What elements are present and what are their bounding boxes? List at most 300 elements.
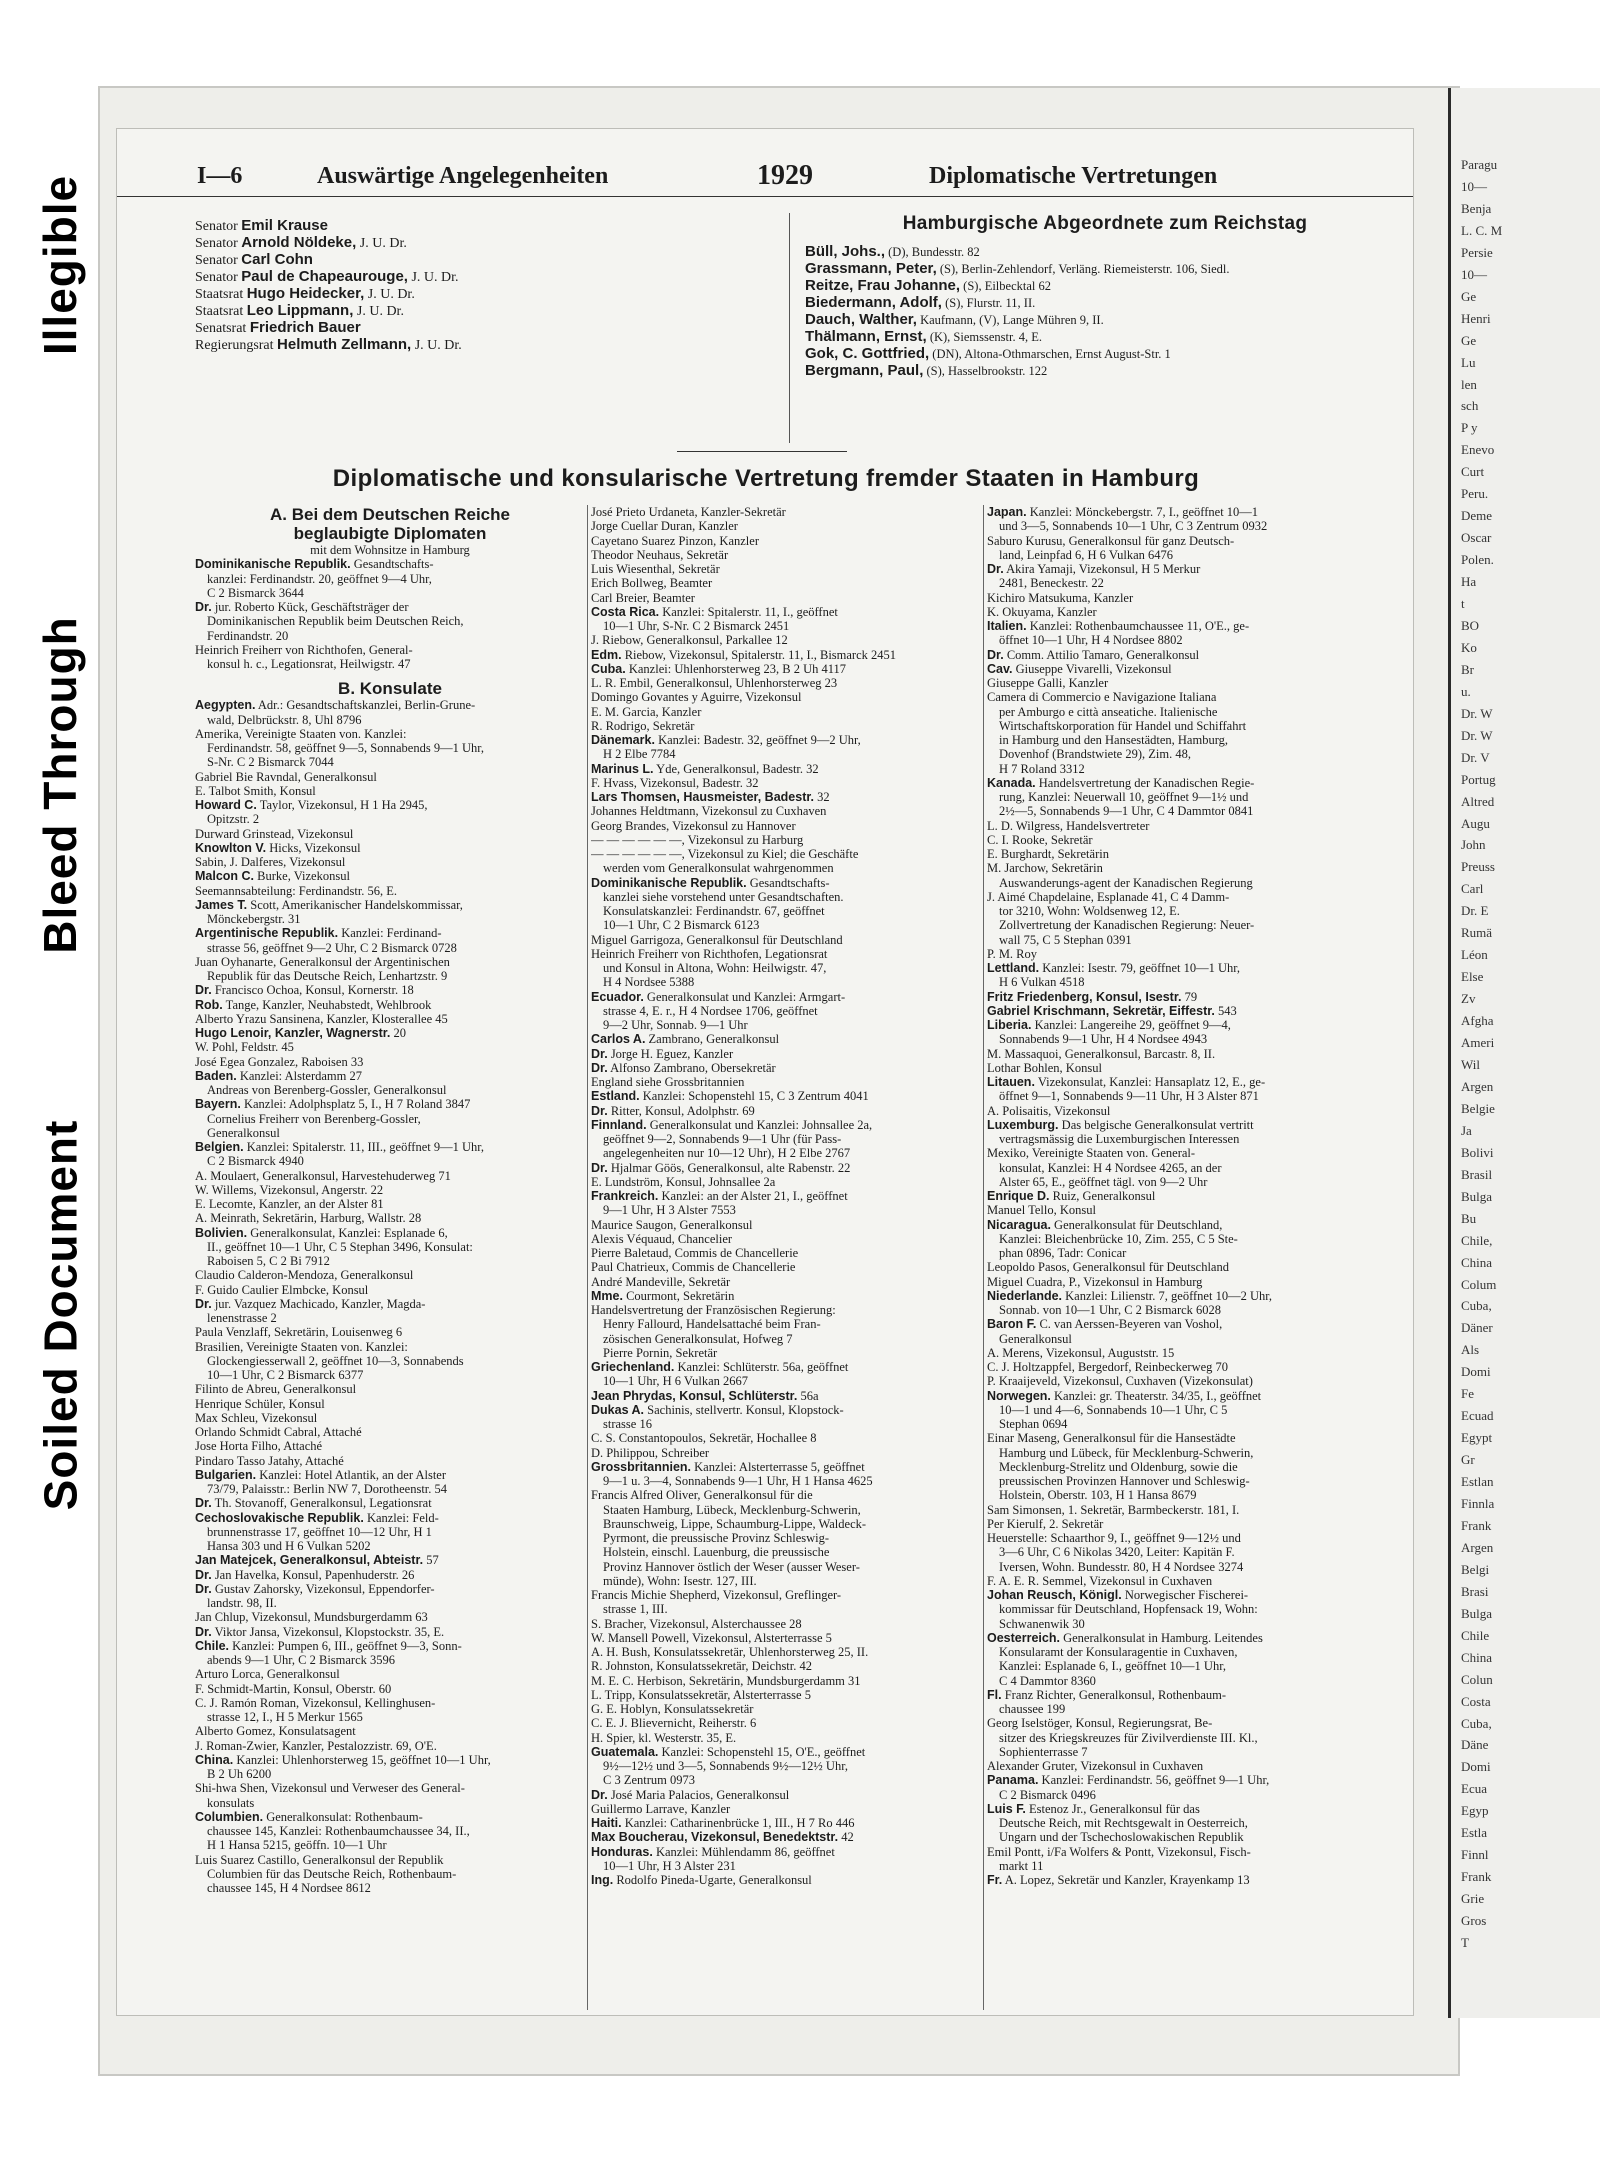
adjacent-page-fragment: u. [1461,683,1471,699]
entry-continuation: Opitzstr. 2 [207,812,260,827]
member-info: (D), Bundesstr. 82 [888,245,980,259]
entry-line: Miguel Garrigoza, Generalkonsul für Deutschland [591,932,843,947]
entry-continuation: vertragsmässig die Luxemburgischen Interessen [999,1132,1240,1146]
country-name: Ecuador. [591,989,644,1004]
entry-line: Aegypten. Adr.: Gesandtschaftskanzlei, Berlin-Grune- [195,698,476,713]
running-head-left: Auswärtige Angelegenheiten [317,163,609,189]
entry-continuation: Auswanderungs-agent der Kanadischen Regierung [999,875,1253,890]
adjacent-page-fragment: Ecuad [1461,1408,1494,1424]
entry-line: W. Willems, Vizekonsul, Angerstr. 22 [195,1182,384,1197]
entry-continuation: werden vom Generalkonsulat wahrgenommen [603,861,834,876]
entry-continuation: Raboisen 5, C 2 Bi 7912 [207,1254,330,1268]
senator-title: Staatsrat [195,287,244,302]
entry-line: Lothar Bohlen, Konsul [987,1060,1102,1075]
entry-line: Kichiro Matsukuma, Kanzler [987,590,1134,605]
entry-continuation: Braunschweig, Lippe, Schaumburg-Lippe, Waldeck- [603,1516,867,1531]
adjacent-page-fragment: Afgha [1461,1013,1494,1029]
country-name: Knowlton V. [195,840,267,855]
adjacent-page-fragment: Belgie [1461,1100,1495,1116]
entry-continuation: Deutsche Reich, mit Rechtsgewalt in Oesterreich, [999,1816,1248,1830]
member-info: (S), Eilbecktal 62 [963,279,1051,293]
page-number: I—6 [197,163,243,189]
entry-line: C. J. Holtzappfel, Bergedorf, Reinbeckerweg 70 [987,1360,1229,1374]
entry-line: Henrique Schüler, Konsul [195,1396,325,1411]
main-heading: Diplomatische und konsularische Vertretung fremder Staaten in Hamburg [332,465,1200,492]
entry-line: Oesterreich. Generalkonsulat in Hamburg. Leitendes [987,1630,1263,1645]
column-divider [983,505,984,2010]
senator-suffix: J. U. Dr. [359,236,407,251]
entry-continuation: Iversen, Wohn. Bundesstr. 80, H 4 Nordsee 3274 [999,1559,1244,1574]
entry-line: Francis Alfred Oliver, Generalkonsul für die [591,1488,813,1503]
entry-line: Sam Simonsen, 1. Sekretär, Barmbeckerstr. 181, I. [987,1502,1240,1517]
entry-line: — — — — — —, Vizekonsul zu Kiel; die Geschäfte [591,847,859,861]
entry-line: Mme. Courmont, Sekretärin [591,1288,735,1303]
adjacent-page-fragment: Deme [1461,508,1493,524]
senator-title: Senator [195,219,238,234]
entry-line: Dr. jur. Vazquez Machicado, Kanzler, Magda- [195,1296,426,1311]
entry-continuation: kanzlei siehe vorstehend unter Gesandtschaften. [603,889,844,904]
entry-continuation: II., geöffnet 10—1 Uhr, C 5 Stephan 3496, Konsulat: [207,1239,473,1254]
entry-continuation: 9—1 Uhr, H 3 Alster 7553 [603,1203,736,1218]
entry-line: José Egea Gonzalez, Raboisen 33 [195,1054,364,1069]
entry-line: Cav. Giuseppe Vivarelli, Vizekonsul [987,661,1172,676]
entry-line: Alberto Yrazu Sansinena, Kanzler, Klosterallee 45 [195,1011,448,1026]
entry-line: Dukas A. Sachinis, stellvertr. Konsul, Klopstock- [591,1402,844,1417]
running-head-year: 1929 [757,160,813,191]
entry-line: Theodor Neuhaus, Sekretär [591,547,729,562]
reichstag-members [805,213,1405,379]
entry-continuation: Kanzlei: Bleichenbrücke 10, Zim. 255, C 5 Ste- [999,1231,1238,1246]
adjacent-page-fragment: Cuba, [1461,1715,1492,1731]
entry-line: Manuel Tello, Konsul [987,1203,1096,1218]
adjacent-page-fragment: Estla [1461,1825,1487,1841]
entry-line: Max Boucherau, Vizekonsul, Benedektstr. 42 [591,1830,854,1845]
entry-line: Fritz Friedenberg, Konsul, Isestr. 79 [987,989,1198,1004]
entry-continuation: 10—1 Uhr, H 6 Vulkan 2667 [603,1374,749,1389]
entry-line: Frankreich. Kanzlei: an der Alster 21, I., geöffnet [591,1189,848,1203]
entry-line: Gabriel Bie Ravndal, Generalkonsul [195,769,377,784]
entry-line: R. Johnston, Konsulatssekretär, Deichstr. 42 [591,1659,813,1674]
adjacent-page-fragment: Oscar [1461,530,1492,546]
adjacent-page-strip [1448,88,1600,2018]
entry-line: Dr. Th. Stovanoff, Generalkonsul, Legationsrat [195,1496,432,1511]
entry-line: Francis Michie Shepherd, Vizekonsul, Greflinger- [591,1588,842,1602]
entry-continuation: öffnet 9—1, Sonnabends 9—11 Uhr, H 3 Alster 871 [999,1089,1259,1104]
member-name: Biedermann, Adolf, [805,294,942,311]
entry-line: Jan Chlup, Vizekonsul, Mundsburgerdamm 63 [195,1610,428,1625]
country-name: Dr. [195,1296,212,1311]
country-name: Carlos A. [591,1032,646,1047]
entry-continuation: Generalkonsul [999,1331,1072,1346]
section-heading: B. Konsulate [338,679,442,699]
reichstag-list [805,243,1405,379]
label-soiled-document: Soiled Document [34,1119,86,1511]
member-name: Thälmann, Ernst, [805,328,927,345]
entry-line: Argentinische Republik. Kanzlei: Ferdinand- [195,926,442,941]
entry-line: Orlando Schmidt Cabral, Attaché [195,1425,362,1439]
adjacent-page-fragment: Else [1461,969,1484,985]
adjacent-page-fragment: t [1461,596,1465,612]
running-head [117,160,1414,197]
entry-line: Jorge Cuellar Duran, Kanzler [591,519,738,534]
entry-line: Cuba. Kanzlei: Uhlenhorsterweg 23, B 2 Uh 4117 [591,661,847,676]
entry-line: Arturo Lorca, Generalkonsul [195,1667,340,1682]
entry-line: Miguel Cuadra, P., Vizekonsul in Hamburg [987,1274,1203,1289]
adjacent-page-fragment: Als [1461,1342,1480,1358]
column-2 [591,505,981,1887]
senator-suffix: J. U. Dr. [411,270,459,285]
adjacent-page-fragment: Chile, [1461,1232,1493,1248]
entry-continuation: C 2 Bismarck 4940 [207,1154,304,1169]
senator-entry [195,336,765,353]
entry-continuation: Ungarn und der Tschechoslowakischen Republik [999,1830,1244,1845]
entry-continuation: 2481, Beneckestr. 22 [999,576,1104,591]
entry-continuation: H 4 Nordsee 5388 [603,975,695,990]
adjacent-page-fragment: John [1461,837,1486,853]
entry-line: Alberto Gomez, Konsulatsagent [195,1724,356,1739]
entry-line: Luis Wiesenthal, Sekretär [591,562,720,576]
entry-line: Camera di Commercio e Navigazione Italiana [987,690,1217,705]
country-name: Chile. [195,1638,230,1653]
entry-line: A. Moulaert, Generalkonsul, Harvestehuderweg 71 [195,1168,451,1183]
reichstag-member [805,345,1405,362]
entry-line: J. Aimé Chapdelaine, Esplanade 41, C 4 Damm- [987,889,1230,904]
country-name: Dominikanische Republik. [591,875,747,890]
adjacent-page-fragment: Bulga [1461,1605,1493,1621]
entry-line: James T. Scott, Amerikanischer Handelskommissar, [195,897,463,912]
member-name: Dauch, Walther, [805,311,917,328]
country-name: Finnland. [591,1117,647,1132]
country-name: Dr. [987,562,1004,576]
entry-line: Georg Brandes, Vizekonsul zu Hannover [591,818,796,833]
entry-continuation: H 7 Roland 3312 [999,761,1085,776]
entry-line: Dr. Hjalmar Göös, Generalkonsul, alte Rabenstr. 22 [591,1160,851,1175]
entry-line: Jose Horta Filho, Attaché [195,1439,323,1454]
spacer [195,671,585,679]
adjacent-page-fragment: Paragu [1461,157,1498,172]
entry-line: Cechoslovakische Republik. Kanzlei: Feld- [195,1510,439,1525]
country-name: Guatemala. [591,1744,659,1759]
entry-continuation: brunnenstrasse 17, geöffnet 10—12 Uhr, H 1 [207,1524,432,1539]
senator-entry [195,285,765,302]
entry-continuation: zösischen Generalkonsulat, Hofweg 7 [603,1331,793,1346]
entry-continuation: Pierre Pornin, Sekretär [603,1345,718,1360]
adjacent-page-fragment: Bulga [1461,1188,1493,1204]
country-name: Fr. [987,1873,1003,1887]
entry-line: Japan. Kanzlei: Mönckebergstr. 7, I., geöffnet 10—1 [987,505,1259,519]
entry-continuation: kanzlei: Ferdinandstr. 20, geöffnet 9—4 Uhr, [207,571,432,586]
entry-line: Dominikanische Republik. Gesandtschafts- [195,557,434,572]
adjacent-page-fragment: sch [1461,398,1479,414]
adjacent-page-fragment: Egyp [1461,1803,1489,1819]
entry-line: Giuseppe Galli, Kanzler [987,676,1109,690]
member-name: Bergmann, Paul, [805,362,924,379]
adjacent-page-fragment: Preuss [1461,859,1495,875]
senator-name: Emil Krause [241,217,328,234]
entry-line: M. Jarchow, Sekretärin [987,861,1103,876]
entry-line: Litauen. Vizekonsulat, Kanzlei: Hansaplatz 12, E., ge- [987,1075,1266,1089]
country-name: Dänemark. [591,733,655,747]
entry-continuation: H 6 Vulkan 4518 [999,975,1085,990]
entry-line: Einar Maseng, Generalkonsul für die Hansestädte [987,1431,1236,1446]
adjacent-page-fragment: Dr. W [1461,727,1493,743]
section-subheading: mit dem Wohnsitze in Hamburg [310,543,470,557]
reichstag-heading: Hamburgische Abgeordnete zum Reichstag [902,213,1308,234]
entry-line: A. Merens, Vizekonsul, Auguststr. 15 [987,1345,1175,1360]
entry-line: L. Tripp, Konsulatssekretär, Alsterterrasse 5 [591,1687,811,1702]
entry-line: Panama. Kanzlei: Ferdinandstr. 56, geöffnet 9—1 Uhr, [987,1773,1270,1788]
senator-suffix: J. U. Dr. [367,287,415,302]
entry-line: E. Lundström, Konsul, Johnsallee 2a [591,1174,776,1189]
entry-continuation: Zollvertretung der Kanadischen Regierung: Neuer- [999,918,1255,933]
adjacent-page-fragment: Br [1461,661,1474,677]
entry-continuation: konsulat, Kanzlei: H 4 Nordsee 4265, an der [999,1160,1222,1175]
entry-line: Heuerstelle: Schaarthor 9, I., geöffnet 9—12½ und [987,1531,1241,1545]
entry-continuation: 2½—5, Sonnabends 9—1 Uhr, C 4 Dammtor 0841 [999,804,1254,819]
country-name: Argentinische Republik. [195,926,339,941]
country-name: Fl. [987,1687,1002,1702]
senator-suffix: J. U. Dr. [356,304,404,319]
entry-line: Leopoldo Pasos, Generalkonsul für Deutschland [987,1260,1229,1275]
adjacent-page-fragment: Frank [1461,1869,1492,1885]
entry-continuation: rung, Kanzlei: Neuerwall 10, geöffnet 9—1½ und [999,790,1249,804]
adjacent-page-fragment: Brasi [1461,1583,1489,1599]
country-name: Dominikanische Republik. [195,557,351,572]
entry-continuation: Republik für das Deutsche Reich, Lenhartzstr. 9 [207,969,448,983]
entry-continuation: H 2 Elbe 7784 [603,747,676,762]
adjacent-page-fragment: Lu [1461,354,1476,370]
senator-entry [195,302,765,319]
entry-line: Honduras. Kanzlei: Mühlendamm 86, geöffnet [591,1844,835,1859]
entry-continuation: 73/79, Palaisstr.: Berlin NW 7, Dorotheenstr. 54 [207,1482,448,1496]
entry-continuation: landstr. 98, II. [207,1596,277,1610]
adjacent-page-fragment: 10— [1461,178,1487,194]
adjacent-page-fragment: L. C. M [1461,222,1503,238]
entry-continuation: per Amburgo e città anseatiche. Italienische [999,704,1218,719]
entry-line: Jan Matejcek, Generalkonsul, Abteistr. 57 [195,1553,439,1568]
entry-continuation: 10—1 Uhr, C 2 Bismarck 6377 [207,1368,364,1382]
entry-line: Finnland. Generalkonsulat und Kanzlei: Johnsallee 2a, [591,1117,873,1132]
senator-entry [195,234,765,251]
country-name: Bolivien. [195,1225,248,1240]
entry-line: Chile. Kanzlei: Pumpen 6, III., geöffnet 9—3, Sonn- [195,1638,462,1653]
adjacent-page-fragment: Wil [1461,1057,1480,1072]
senator-name: Hugo Heidecker, [246,285,365,302]
entry-line: C. I. Rooke, Sekretär [987,832,1093,847]
entry-continuation: 9—2 Uhr, Sonnab. 9—1 Uhr [603,1018,748,1032]
senator-name: Carl Cohn [241,251,313,268]
entry-continuation: Generalkonsul [207,1125,280,1140]
entry-line: H. Spier, kl. Westerstr. 35, E. [591,1730,737,1745]
member-info: Kaufmann, (V), Lange Mühren 9, II. [920,313,1104,327]
entry-continuation: Cornelius Freiherr von Berenberg-Gossler, [207,1111,421,1126]
running-head-right: Diplomatische Vertretungen [929,163,1218,189]
entry-line: Johannes Heldtmann, Vizekonsul zu Cuxhaven [591,804,827,819]
country-name: Baron F. [987,1317,1037,1332]
senator-name: Paul de Chapeaurouge, [241,268,408,285]
entry-continuation: C 3 Zentrum 0973 [603,1773,696,1788]
entry-line: Pindaro Tasso Jatahy, Attaché [195,1453,344,1468]
entry-line: Dr. Gustav Zahorsky, Vizekonsul, Eppendorfer- [195,1581,435,1596]
senator-title: Regierungsrat [195,338,274,353]
senator-entry [195,217,765,234]
adjacent-page-fragment: Altred [1461,793,1495,809]
adjacent-page-fragment: P y [1461,420,1478,436]
adjacent-page-fragment: Frank [1461,1517,1492,1533]
entry-line: F. A. E. R. Semmel, Vizekonsul in Cuxhaven [987,1573,1213,1588]
entry-continuation: Provinz Hannover östlich der Weser (ausser Weser- [603,1559,860,1574]
country-name: Dr. [591,1046,608,1061]
entry-line: Baden. Kanzlei: Alsterdamm 27 [195,1068,363,1083]
reichstag-member [805,362,1405,379]
entry-continuation: Konsularamt der Konsularagentie in Cuxhaven, [999,1645,1238,1659]
country-name: Ing. [591,1873,614,1887]
senator-name: Helmuth Zellmann, [277,336,412,353]
senator-title: Senatsrat [195,321,247,336]
reichstag-member [805,243,1405,260]
country-name: Jan Matejcek, Generalkonsul, Abteistr. [195,1553,424,1568]
reichstag-member [805,294,1405,311]
entry-line: Guillermo Larrave, Kanzler [591,1801,731,1816]
country-name: Dr. [195,1624,212,1639]
adjacent-page-fragment: 10— [1461,266,1487,282]
adjacent-page-fragment: Fe [1461,1386,1474,1402]
entry-line: Maurice Saugon, Generalkonsul [591,1217,753,1232]
country-name: Hugo Lenoir, Kanzler, Wagnerstr. [195,1026,391,1040]
senator-list [195,217,765,353]
entry-line: Belgien. Kanzlei: Spitalerstr. 11, III., geöffnet 9—1 Uhr, [195,1140,485,1154]
country-name: Cechoslovakische Republik. [195,1510,364,1525]
adjacent-page-fragment: Belgi [1461,1561,1490,1577]
entry-line: Jean Phrydas, Konsul, Schlüterstr. 56a [591,1388,819,1403]
directory-page [116,128,1414,2016]
country-name: Edm. [591,647,622,662]
entry-line: Claudio Calderon-Mendoza, Generalkonsul [195,1268,414,1283]
entry-line: Dr. Jorge H. Eguez, Kanzler [591,1046,734,1061]
section-heading: beglaubigte Diplomaten [293,524,487,543]
entry-continuation: Hansa 303 und H 6 Vulkan 5202 [207,1539,371,1553]
entry-continuation: wald, Delbrückstr. 8, Uhl 8796 [207,712,362,727]
entry-line: Enrique D. Ruiz, Generalkonsul [987,1189,1156,1203]
entry-line: Dr. Viktor Jansa, Vizekonsul, Klopstockstr. 35, E. [195,1624,445,1639]
senator-name: Leo Lippmann, [246,302,354,319]
member-info: (S), Berlin-Zehlendorf, Verläng. Riemeisterstr. 106, Siedl. [939,262,1230,276]
adjacent-page-fragment: Persie [1461,244,1493,260]
entry-line: Brasilien, Vereinigte Staaten von. Kanzlei: [195,1339,408,1354]
entry-continuation: und 3—5, Sonnabends 10—1 Uhr, C 3 Zentrum 0932 [999,519,1268,534]
country-name: Dukas A. [591,1402,645,1417]
entry-line: Bayern. Kanzlei: Adolphsplatz 5, I., H 7 Roland 3847 [195,1097,471,1112]
entry-line: Lettland. Kanzlei: Isestr. 79, geöffnet 10—1 Uhr, [987,961,1241,975]
entry-continuation: strasse 16 [603,1417,652,1431]
entry-line: F. Hvass, Vizekonsul, Badestr. 32 [591,775,759,790]
entry-continuation: Kanzlei: Esplanade 6, I., geöffnet 10—1 Uhr, [999,1659,1226,1674]
entry-line: Dominikanische Republik. Gesandtschafts- [591,875,830,890]
country-name: Malcon C. [195,869,255,884]
adjacent-page-fragment: Colun [1461,1671,1493,1687]
entry-line: Griechenland. Kanzlei: Schlüterstr. 56a, geöffnet [591,1360,849,1374]
country-name: Dr. [591,1787,608,1802]
country-name: Luis F. [987,1801,1026,1816]
country-name: Belgien. [195,1140,244,1154]
entry-line: Ecuador. Generalkonsulat und Kanzlei: Armgart- [591,989,846,1004]
country-name: Howard C. [195,798,257,812]
entry-continuation: Mönckebergstr. 31 [207,912,301,926]
entry-line: E. Lecomte, Kanzler, an der Alster 81 [195,1197,384,1211]
country-name: Dr. [591,1060,608,1075]
entry-line: Erich Bollweg, Beamter [591,576,713,591]
entry-line: C. S. Constantopoulos, Sekretär, Hochallee 8 [591,1431,817,1446]
section-heading: A. Bei dem Deutschen Reiche [270,505,510,524]
entry-line: E. M. Garcia, Kanzler [591,704,702,719]
adjacent-page-fragment: Polen. [1461,552,1494,568]
entry-continuation: münde), Wohn: Isestr. 127, III. [603,1573,757,1588]
country-name: Norwegen. [987,1388,1051,1403]
country-name: Cav. [987,661,1013,676]
entry-continuation: Ferdinandstr. 58, geöffnet 9—5, Sonnabends 9—1 Uhr, [207,741,485,755]
senator-name: Arnold Nöldeke, [241,234,357,251]
country-name: Dr. [195,600,212,614]
entry-line: Dänemark. Kanzlei: Badestr. 32, geöffnet 9—2 Uhr, [591,733,861,747]
country-name: Marinus L. [591,761,654,776]
entry-line: Liberia. Kanzlei: Langereihe 29, geöffnet 9—4, [987,1018,1231,1032]
entry-line: Max Schleu, Vizekonsul [195,1410,318,1425]
entry-line: Dr. Ritter, Konsul, Adolphstr. 69 [591,1103,755,1118]
entry-line: Filinto de Abreu, Generalkonsul [195,1382,357,1397]
entry-line: Hugo Lenoir, Kanzler, Wagnerstr. 20 [195,1026,407,1040]
reichstag-member [805,277,1405,294]
country-name: Estland. [591,1089,640,1104]
entry-line: L. R. Embil, Generalkonsul, Uhlenhorsterweg 23 [591,676,838,690]
adjacent-page-fragment: Carl [1461,881,1484,897]
entry-continuation: Glockengiesserwall 2, geöffnet 10—3, Sonnabends [207,1353,464,1368]
adjacent-page-fragment: Finnl [1461,1847,1489,1863]
adjacent-page-fragment: China [1461,1649,1493,1665]
adjacent-page-fragment: Dr. W [1461,705,1493,721]
entry-line: Heinrich Freiherr von Richthofen, Legationsrat [591,946,828,961]
country-name: Bulgarien. [195,1467,257,1482]
entry-continuation: Holstein, einschl. Lauenburg, die preussische [603,1545,830,1560]
adjacent-page-fragment: Ameri [1461,1035,1495,1051]
country-name: Columbien. [195,1809,264,1824]
country-name: Aegypten. [195,698,256,713]
entry-continuation: 10—1 Uhr, S-Nr. C 2 Bismarck 2451 [603,619,790,633]
country-name: Dr. [987,647,1004,662]
adjacent-page-fragment: Benja [1461,200,1492,216]
country-name: Dr. [591,1160,608,1175]
entry-line: F. Guido Caulier Elmbcke, Konsul [195,1282,369,1297]
country-name: Mme. [591,1288,623,1303]
entry-line: Rob. Tange, Kanzler, Neuhabstedt, Wehlbrook [195,997,432,1012]
reichstag-member [805,328,1405,345]
column-1 [195,505,585,1895]
adjacent-page-fragment: Egypt [1461,1430,1493,1446]
entry-line: L. D. Wilgress, Handelsvertreter [987,818,1150,833]
adjacent-page-fragment: Léon [1461,947,1488,963]
country-name: Grossbritannien. [591,1459,692,1474]
reichstag-member [805,260,1405,277]
senator-title: Senator [195,236,238,251]
member-info: (S), Hasselbrookstr. 122 [926,364,1048,378]
adjacent-page-fragment: Finnla [1461,1496,1495,1512]
country-name: Luxemburg. [987,1117,1059,1132]
adjacent-page-fragment: Ge [1461,332,1477,348]
entry-line: Howard C. Taylor, Vizekonsul, H 1 Ha 2945, [195,798,428,812]
adjacent-page-fragment: Cuba, [1461,1298,1492,1314]
entry-line: Alexander Gruter, Vizekonsul in Cuxhaven [987,1759,1204,1773]
country-name: Rob. [195,997,223,1012]
entry-continuation: Wirtschaftskorporation für Handel und Schiffahrt [999,718,1247,733]
